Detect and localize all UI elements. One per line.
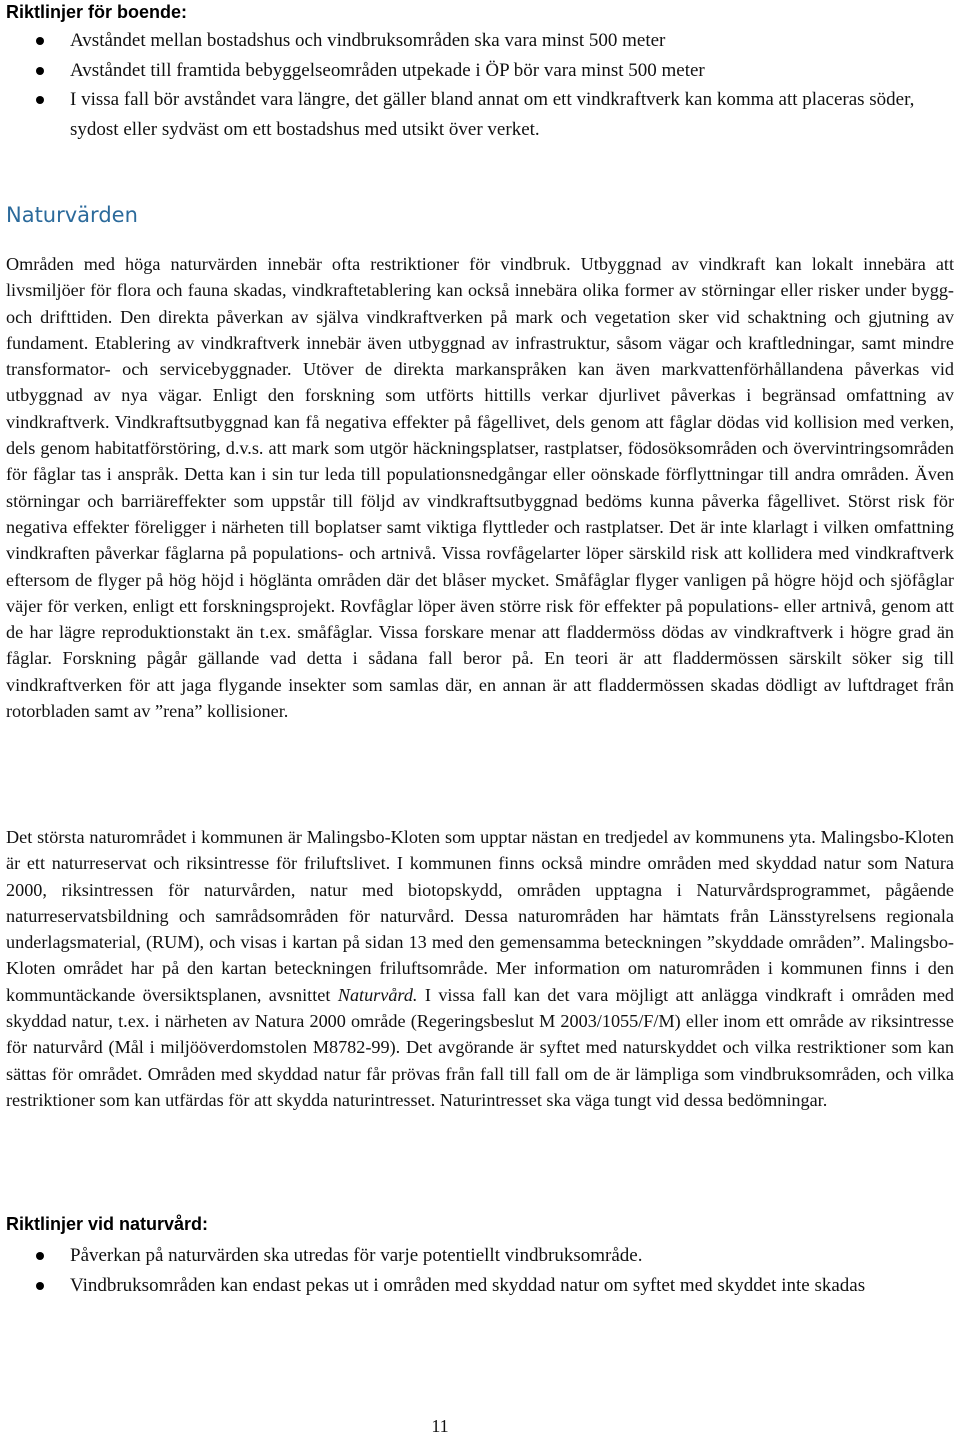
bullet-icon (36, 37, 44, 45)
paragraph-naturvarden-1: Områden med höga naturvärden innebär ofta restriktioner för vindbruk. Utbyggnad av vindkraft kan lokalt innebära att livsmiljöer för flora och fauna skadas, vindkraftetablering kan också innebära olika former av störningar eller risker under bygg- och drifttiden. Den direkta påverkan av själva vindkraftverken på mark och vegetation sker vid schaktning och gjutning av fundament. Etablering av vindkraftverk innebär även utbyggnad av infrastruktur, såsom vägar och kraftledningar, samt mindre transformator- och servicebyggnader. Utöver de direkta markanspråken kan även markvattenförhållandena påverkas vid utbyggnad av nya vägar. Enligt den forskning som utförts hittills verkar djurlivet påverkas i begränsad omfattning av vindkraftverk. Vindkraftsutbyggnad kan få negativa effekter på fågellivet, dels genom att fåglar dödas vid kollision med verken, dels genom habitatförstöring, d.v.s. att mark som utgör häckningsplatser, rastplatser, födosöksområden och övervintringsområden för fåglar tas i anspråk. Detta kan i sin tur leda till populationsnedgångar eller oönskade förflyttningar till andra områden. Även störningar och barriäreffekter som uppstår till följd av vindkraftsutbyggnad bedöms kunna påverka fågellivet. Störst risk för negativa effekter föreligger i närheten till boplatser samt viktiga flyttleder och rastplatser. Det är inte klarlagt i vilken omfattning vindkraften påverkar fåglarna på populations- och artnivå. Vissa rovfågelarter löper särskild risk att kollidera med vindkraftverk eftersom de flyger på hög höjd i höglänta områden där det blåser mycket. Småfåglar flyger vanligen på högre höjd och sjöfåglar väjer för verken, enligt ett forskningsprojekt. Rovfåglar löper även större risk för effekter på populations- eller artnivå, genom att de har lägre reproduktionstakt än t.ex. småfåglar. Vissa forskare menar att fladdermöss dödas av vindkraftverk i högre grad än fåglar. Forskning pågår gällande vad detta i sådana fall beror på. En teori är att fladdermössen särskilt söker sig till vindkraftverken för att jaga flygande insekter som samlas där, en annan är att fladdermössen skadas dödligt av luftdraget från rotorbladen samt av ”rena” kollisioner. (6, 254, 954, 722)
bullet-list-boende (0, 26, 950, 144)
section-title-naturvarden: Naturvärden (6, 203, 138, 227)
heading-riktlinjer-boende: Riktlinjer för boende: (6, 2, 188, 22)
bullet-icon (36, 1282, 44, 1290)
list-item-text: Vindbruksområden kan endast pekas ut i områden med skyddad natur om syftet med skyddet inte skadas (70, 1274, 866, 1296)
list-item-text: Avståndet till framtida bebyggelseområden utpekade i ÖP bör vara minst 500 meter (70, 59, 705, 81)
bullet-icon (36, 1252, 44, 1260)
list-item (0, 1241, 950, 1271)
list-item (0, 85, 950, 144)
list-item (0, 1271, 950, 1301)
paragraph-text-part: Det största naturområdet i kommunen är Malingsbo-Kloten som upptar nästan en tredjedel av kommunens yta. Malingsbo-Kloten är ett naturreservat och riksintresse för friluftslivet. I kommunen finns också mindre områden med skyddad natur som Natura 2000, riksintressen för naturvården, natur med biotopskydd, områden upptagna i Naturvårdsprogrammet, pågående naturreservatsbildning och samrådsområden för naturvård. Dessa naturområden har hämtats från Länsstyrelsens regionala underlagsmaterial, (RUM), och visas i kartan på sidan 13 med den gemensamma beteckningen ”skyddade områden”. Malingsbo-Kloten området har på den kartan beteckningen friluftsområde. Mer information om naturområden i kommunen finns i den kommuntäckande översiktsplanen, avsnittet (6, 827, 954, 1005)
list-item-text: Påverkan på naturvärden ska utredas för varje potentiellt vindbruksområde. (70, 1245, 643, 1266)
list-item (0, 56, 950, 86)
bullet-list-naturvard (0, 1241, 950, 1300)
list-item-text: I vissa fall bör avståndet vara längre, det gäller bland annat om ett vindkraftverk kan komma att placeras söder, sydost eller sydväst om ett bostadshus med utsikt över verket. (70, 89, 915, 140)
page-number: 11 (431, 1416, 449, 1436)
paragraph-italic-reference: Naturvård. (337, 984, 418, 1005)
paragraph-naturvarden-2 (6, 824, 954, 1113)
list-item-text: Avståndet mellan bostadshus och vindbruksområden ska vara minst 500 meter (70, 30, 666, 51)
list-item (0, 26, 950, 56)
bullet-icon (36, 96, 44, 104)
paragraph-text-part: I vissa fall kan det vara möjligt att anlägga vindkraft i områden med skyddad natur, t.ex. i närheten av Natura 2000 område (Regeringsbeslut M 2003/1055/F/M) eller inom ett område av riksintresse för naturvård (Mål i miljööverdomstolen M8782-99). Det avgörande är syftet med naturskyddet och vilka restriktioner som kan sättas för området. Områden med skyddad natur får prövas från fall till fall om de är lämpliga som vindbruksområden, och vilka restriktioner som kan utfärdas för att skydda naturintresset. Naturintresset ska väga tungt vid dessa bedömningar. (6, 984, 954, 1110)
heading-riktlinjer-naturvard: Riktlinjer vid naturvård: (6, 1214, 209, 1234)
bullet-icon (36, 67, 44, 75)
